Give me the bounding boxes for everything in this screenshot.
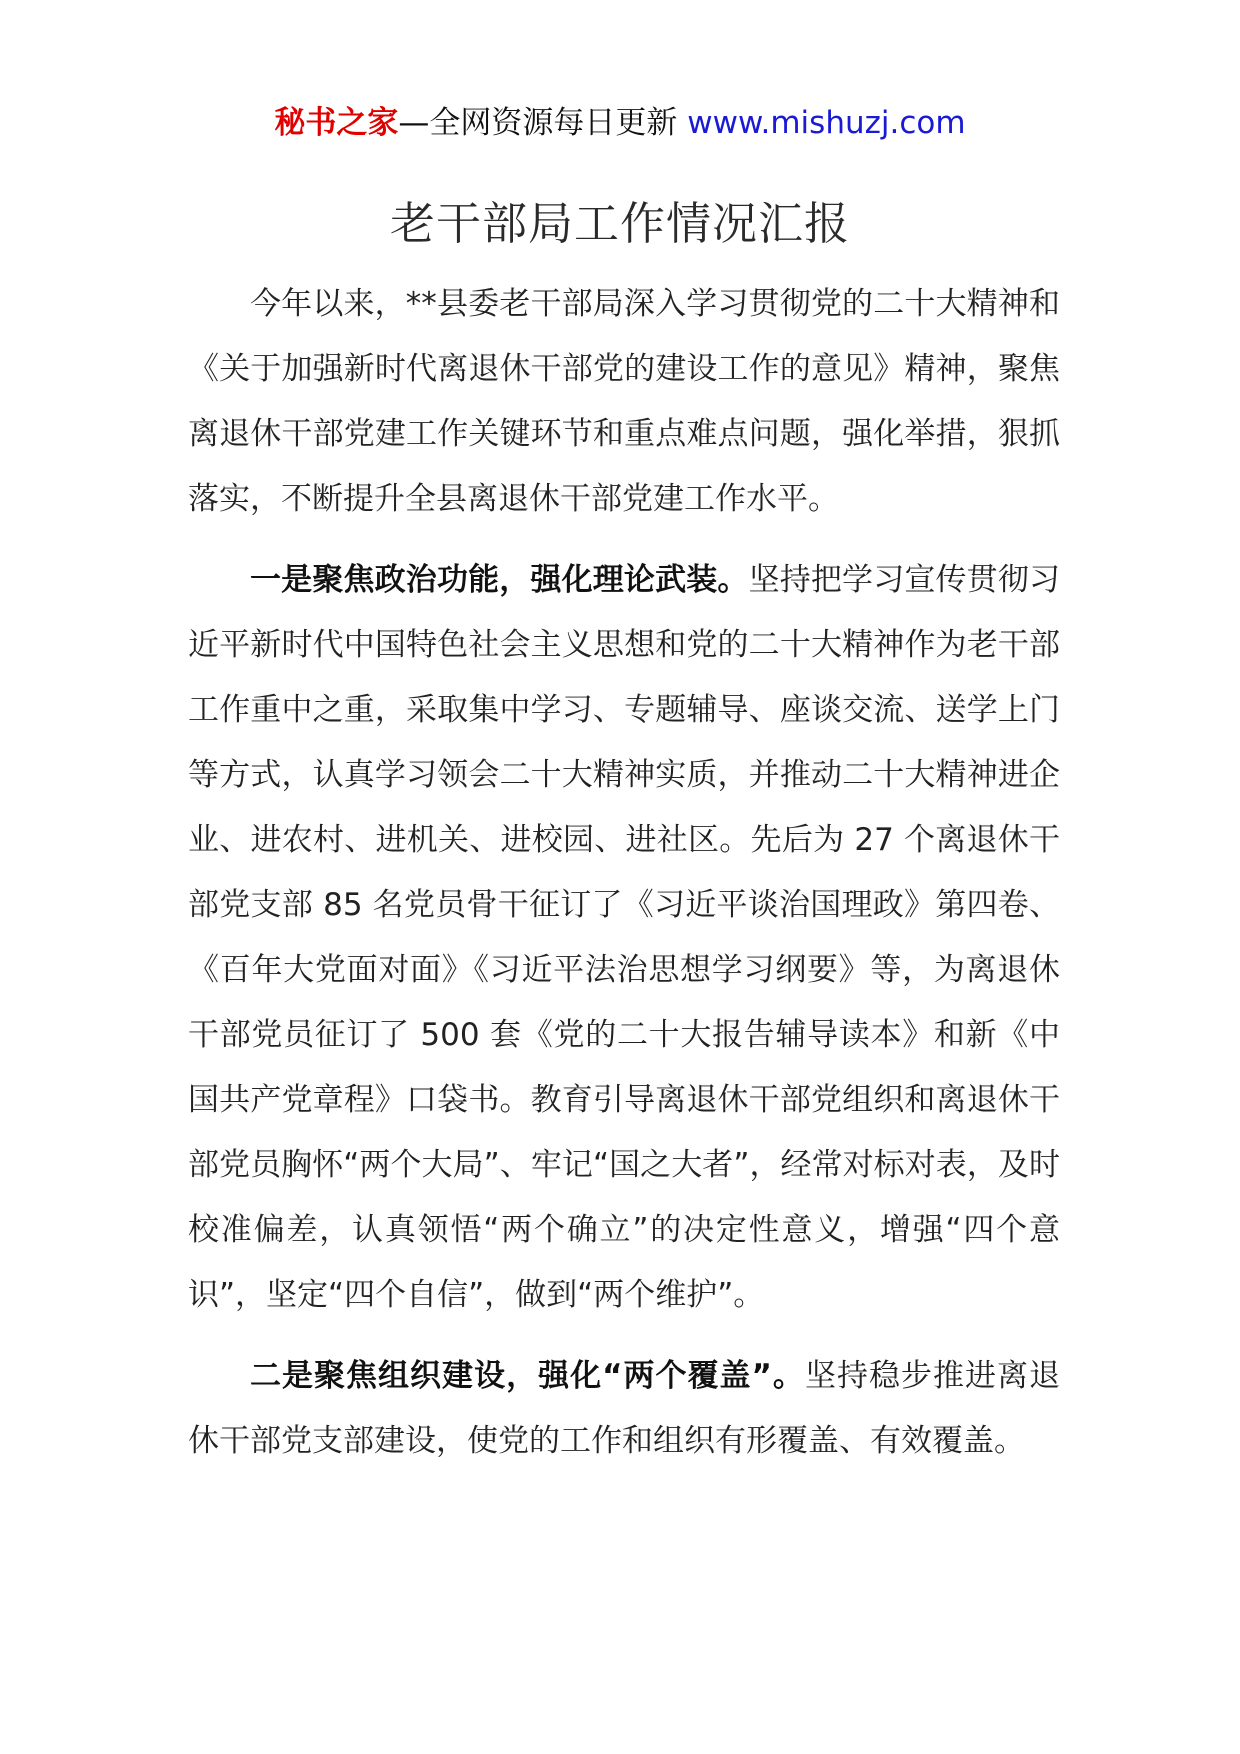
site-header — [0, 98, 1240, 148]
paragraph-lead: 二是聚焦组织建设，强化“两个覆盖”。 — [250, 1358, 805, 1394]
site-slogan: —全网资源每日更新 — [398, 105, 678, 141]
document-title: 老干部局工作情况汇报 — [389, 197, 850, 250]
paragraph-section-2 — [188, 1344, 1060, 1474]
paragraph-text: 坚持把学习宣传贯彻习近平新时代中国特色社会主义思想和党的二十大精神作为老干部工作重中之重，采取集中学习、专题辅导、座谈交流、送学上门等方式，认真学习领会二十大精神实质，并推动二十大精神进企业、进农村、进机关、进校园、进社区。先后为 27 个离退休干部党支部 85 名党员骨干征订了《习近平谈治国理政》第四卷、《百年大党面对面》《习近平法治思想学习纲要》等，为离退休干部党员征订了 500 套《党的二十大报告辅导读本》和新《中国共产党章程》口袋书。教育引导离退休干部党组织和离退休干部党员胸怀“两个大局”、牢记“国之大者”，经常对标对表，及时校准偏差，认真领悟“两个确立”的决定性意义，增强“四个意识”，坚定“四个自信”，做到“两个维护”。 — [188, 562, 1061, 1313]
site-url-link[interactable]: www.mishuzj.com — [687, 105, 966, 141]
paragraph-lead: 一是聚焦政治功能，强化理论武装。 — [250, 562, 749, 598]
paragraph-text: 今年以来，**县委老干部局深入学习贯彻党的二十大精神和《关于加强新时代离退休干部党的建设工作的意见》精神，聚焦离退休干部党建工作关键环节和重点难点问题，强化举措，狠抓落实，不断提升全县离退休干部党建工作水平。 — [188, 286, 1060, 517]
paragraph-intro — [188, 272, 1060, 532]
document-body — [188, 272, 1060, 1474]
site-brand: 秘书之家 — [274, 105, 399, 141]
paragraph-text: 坚持稳步推进离退休干部党支部建设，使党的工作和组织有形覆盖、有效覆盖。 — [188, 1358, 1061, 1459]
paragraph-section-1 — [188, 548, 1060, 1328]
